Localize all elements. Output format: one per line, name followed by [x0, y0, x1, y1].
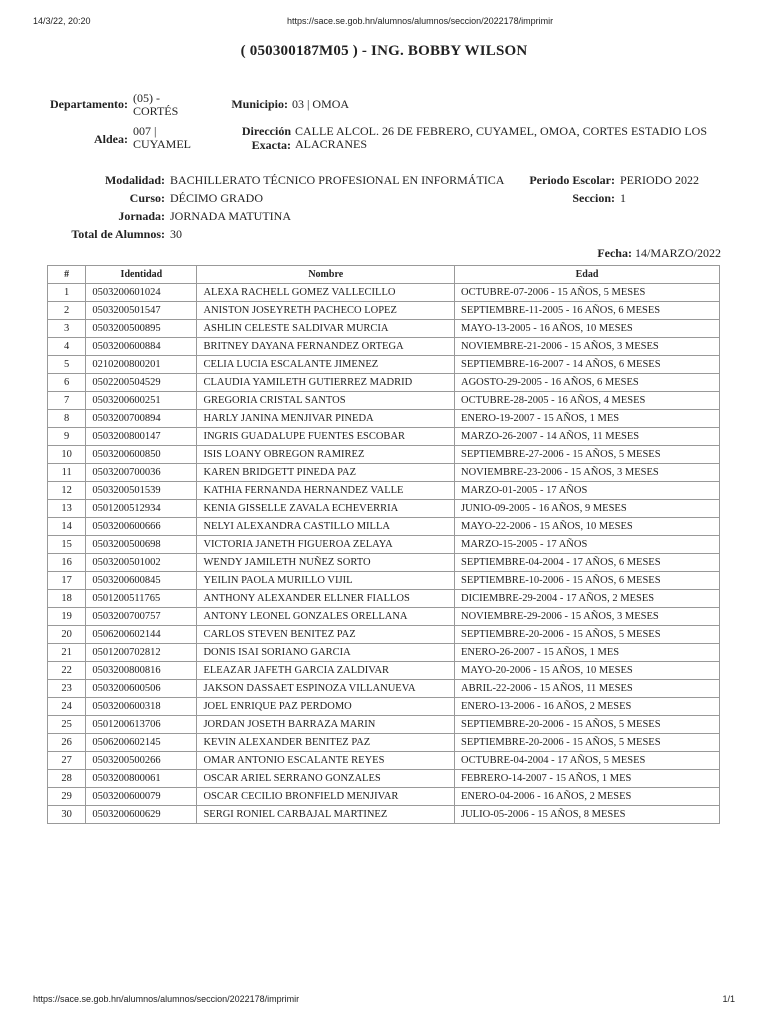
- cell-identidad: 0501200511765: [86, 590, 197, 608]
- cell-identidad: 0210200800201: [86, 356, 197, 374]
- cell-nombre: KEVIN ALEXANDER BENITEZ PAZ: [197, 734, 455, 752]
- total-alumnos-value: 30: [170, 227, 182, 241]
- departamento-label: Departamento:: [50, 97, 128, 111]
- fecha-label: Fecha:: [597, 246, 632, 260]
- header-num: #: [48, 266, 86, 284]
- cell-edad: MARZO-26-2007 - 14 AÑOS, 11 MESES: [455, 428, 720, 446]
- cell-nombre: VICTORIA JANETH FIGUEROA ZELAYA: [197, 536, 455, 554]
- curso-value: DÉCIMO GRADO: [170, 191, 263, 205]
- cell-num: 6: [48, 374, 86, 392]
- cell-identidad: 0503200600884: [86, 338, 197, 356]
- cell-identidad: 0503200501002: [86, 554, 197, 572]
- cell-nombre: JOEL ENRIQUE PAZ PERDOMO: [197, 698, 455, 716]
- municipio-label: Municipio:: [231, 97, 288, 111]
- cell-num: 2: [48, 302, 86, 320]
- cell-num: 9: [48, 428, 86, 446]
- table-row: [48, 716, 720, 734]
- cell-num: 17: [48, 572, 86, 590]
- cell-num: 28: [48, 770, 86, 788]
- cell-identidad: 0501200613706: [86, 716, 197, 734]
- table-row: [48, 464, 720, 482]
- cell-nombre: OMAR ANTONIO ESCALANTE REYES: [197, 752, 455, 770]
- cell-edad: SEPTIEMBRE-27-2006 - 15 AÑOS, 5 MESES: [455, 446, 720, 464]
- cell-num: 15: [48, 536, 86, 554]
- cell-num: 5: [48, 356, 86, 374]
- cell-edad: NOVIEMBRE-23-2006 - 15 AÑOS, 3 MESES: [455, 464, 720, 482]
- table-row: [48, 572, 720, 590]
- print-header: [33, 16, 735, 30]
- cell-nombre: GREGORIA CRISTAL SANTOS: [197, 392, 455, 410]
- cell-nombre: ANISTON JOSEYRETH PACHECO LOPEZ: [197, 302, 455, 320]
- cell-num: 26: [48, 734, 86, 752]
- cell-identidad: 0503200800816: [86, 662, 197, 680]
- print-footer: [33, 994, 735, 1008]
- cell-nombre: ANTONY LEONEL GONZALES ORELLANA: [197, 608, 455, 626]
- cell-nombre: WENDY JAMILETH NUÑEZ SORTO: [197, 554, 455, 572]
- cell-nombre: KAREN BRIDGETT PINEDA PAZ: [197, 464, 455, 482]
- cell-edad: MARZO-01-2005 - 17 AÑOS: [455, 482, 720, 500]
- cell-identidad: 0501200702812: [86, 644, 197, 662]
- cell-nombre: ISIS LOANY OBREGON RAMIREZ: [197, 446, 455, 464]
- print-url: https://sace.se.gob.hn/alumnos/alumnos/seccion/2022178/imprimir: [287, 16, 554, 26]
- cell-num: 29: [48, 788, 86, 806]
- table-row: [48, 392, 720, 410]
- cell-edad: SEPTIEMBRE-20-2006 - 15 AÑOS, 5 MESES: [455, 626, 720, 644]
- cell-edad: MAYO-20-2006 - 15 AÑOS, 10 MESES: [455, 662, 720, 680]
- cell-num: 16: [48, 554, 86, 572]
- table-row: [48, 410, 720, 428]
- table-row: [48, 338, 720, 356]
- cell-nombre: SERGI RONIEL CARBAJAL MARTINEZ: [197, 806, 455, 824]
- modalidad-value: BACHILLERATO TÉCNICO PROFESIONAL EN INFORMÁTICA: [170, 173, 505, 187]
- footer-url: https://sace.se.gob.hn/alumnos/alumnos/seccion/2022178/imprimir: [33, 994, 300, 1004]
- cell-identidad: 0503200700757: [86, 608, 197, 626]
- table-row: [48, 590, 720, 608]
- periodo-value: PERIODO 2022: [620, 173, 700, 187]
- cell-edad: JUNIO-09-2005 - 16 AÑOS, 9 MESES: [455, 500, 720, 518]
- cell-edad: NOVIEMBRE-29-2006 - 15 AÑOS, 3 MESES: [455, 608, 720, 626]
- cell-edad: DICIEMBRE-29-2004 - 17 AÑOS, 2 MESES: [455, 590, 720, 608]
- cell-edad: NOVIEMBRE-21-2006 - 15 AÑOS, 3 MESES: [455, 338, 720, 356]
- table-row: [48, 770, 720, 788]
- table-row: [48, 680, 720, 698]
- cell-nombre: ALEXA RACHELL GOMEZ VALLECILLO: [197, 284, 455, 302]
- page-title: ( 050300187M05 ) - ING. BOBBY WILSON: [240, 43, 528, 59]
- table-row: [48, 536, 720, 554]
- cell-identidad: 0503200501547: [86, 302, 197, 320]
- cell-edad: MAYO-13-2005 - 16 AÑOS, 10 MESES: [455, 320, 720, 338]
- jornada-value: JORNADA MATUTINA: [170, 209, 292, 223]
- cell-identidad: 0503200601024: [86, 284, 197, 302]
- table-row: [48, 698, 720, 716]
- table-row: [48, 356, 720, 374]
- table-row: [48, 428, 720, 446]
- cell-nombre: HARLY JANINA MENJIVAR PINEDA: [197, 410, 455, 428]
- cell-identidad: 0503200600506: [86, 680, 197, 698]
- cell-nombre: ANTHONY ALEXANDER ELLNER FIALLOS: [197, 590, 455, 608]
- cell-nombre: YEILIN PAOLA MURILLO VIJIL: [197, 572, 455, 590]
- table-header-row: [48, 266, 720, 284]
- cell-identidad: 0503200500266: [86, 752, 197, 770]
- table-row: [48, 320, 720, 338]
- cell-nombre: KENIA GISSELLE ZAVALA ECHEVERRIA: [197, 500, 455, 518]
- direccion-label: Dirección: [241, 124, 291, 138]
- cell-identidad: 0503200600318: [86, 698, 197, 716]
- cell-num: 22: [48, 662, 86, 680]
- cell-identidad: 0503200500698: [86, 536, 197, 554]
- table-row: [48, 500, 720, 518]
- cell-num: 30: [48, 806, 86, 824]
- header-edad: Edad: [455, 266, 720, 284]
- cell-identidad: 0503200600079: [86, 788, 197, 806]
- seccion-value: 1: [620, 191, 626, 205]
- municipio-value: 03 | OMOA: [292, 97, 350, 111]
- table-row: [48, 302, 720, 320]
- jornada-label: Jornada:: [118, 209, 165, 223]
- aldea-value: 007 | CUYAMEL: [133, 124, 192, 151]
- cell-edad: JULIO-05-2006 - 15 AÑOS, 8 MESES: [455, 806, 720, 824]
- cell-identidad: 0503200600251: [86, 392, 197, 410]
- cell-num: 21: [48, 644, 86, 662]
- cell-nombre: CLAUDIA YAMILETH GUTIERREZ MADRID: [197, 374, 455, 392]
- table-row: [48, 608, 720, 626]
- cell-num: 25: [48, 716, 86, 734]
- table-row: [48, 518, 720, 536]
- cell-nombre: NELYI ALEXANDRA CASTILLO MILLA: [197, 518, 455, 536]
- cell-edad: ENERO-13-2006 - 16 AÑOS, 2 MESES: [455, 698, 720, 716]
- cell-edad: ENERO-04-2006 - 16 AÑOS, 2 MESES: [455, 788, 720, 806]
- cell-num: 13: [48, 500, 86, 518]
- cell-edad: OCTUBRE-28-2005 - 16 AÑOS, 4 MESES: [455, 392, 720, 410]
- cell-num: 14: [48, 518, 86, 536]
- cell-num: 20: [48, 626, 86, 644]
- table-row: [48, 482, 720, 500]
- cell-identidad: 0506200602144: [86, 626, 197, 644]
- curso-label: Curso:: [129, 191, 165, 205]
- page-number: 1/1: [722, 994, 735, 1004]
- fecha: [597, 246, 721, 261]
- cell-edad: SEPTIEMBRE-20-2006 - 15 AÑOS, 5 MESES: [455, 716, 720, 734]
- cell-num: 12: [48, 482, 86, 500]
- cell-edad: SEPTIEMBRE-10-2006 - 15 AÑOS, 6 MESES: [455, 572, 720, 590]
- cell-num: 1: [48, 284, 86, 302]
- cell-identidad: 0503200600629: [86, 806, 197, 824]
- cell-num: 3: [48, 320, 86, 338]
- cell-identidad: 0503200600850: [86, 446, 197, 464]
- cell-num: 27: [48, 752, 86, 770]
- table-row: [48, 806, 720, 824]
- cell-edad: ABRIL-22-2006 - 15 AÑOS, 11 MESES: [455, 680, 720, 698]
- direccion-value: CALLE ALCOL. 26 DE FEBRERO, CUYAMEL, OMOA, CORTES ESTADIO LOS ALACRANES: [295, 124, 707, 151]
- cell-identidad: 0503200800061: [86, 770, 197, 788]
- cell-nombre: ASHLIN CELESTE SALDIVAR MURCIA: [197, 320, 455, 338]
- cell-nombre: OSCAR CECILIO BRONFIELD MENJIVAR: [197, 788, 455, 806]
- modalidad-label: Modalidad:: [104, 173, 165, 187]
- cell-num: 23: [48, 680, 86, 698]
- cell-nombre: OSCAR ARIEL SERRANO GONZALES: [197, 770, 455, 788]
- students-table: [47, 265, 720, 824]
- table-row: [48, 626, 720, 644]
- cell-num: 19: [48, 608, 86, 626]
- departamento-value: (05) - CORTÉS: [133, 91, 179, 118]
- table-row: [48, 554, 720, 572]
- cell-nombre: ELEAZAR JAFETH GARCIA ZALDIVAR: [197, 662, 455, 680]
- header-nombre: Nombre: [197, 266, 455, 284]
- cell-nombre: CARLOS STEVEN BENITEZ PAZ: [197, 626, 455, 644]
- table-row: [48, 788, 720, 806]
- cell-num: 8: [48, 410, 86, 428]
- cell-edad: SEPTIEMBRE-11-2005 - 16 AÑOS, 6 MESES: [455, 302, 720, 320]
- cell-identidad: 0503200600845: [86, 572, 197, 590]
- cell-identidad: 0503200600666: [86, 518, 197, 536]
- table-row: [48, 662, 720, 680]
- table-row: [48, 374, 720, 392]
- cell-edad: FEBRERO-14-2007 - 15 AÑOS, 1 MES: [455, 770, 720, 788]
- cell-edad: MAYO-22-2006 - 15 AÑOS, 10 MESES: [455, 518, 720, 536]
- cell-nombre: CELIA LUCIA ESCALANTE JIMENEZ: [197, 356, 455, 374]
- cell-num: 24: [48, 698, 86, 716]
- cell-edad: OCTUBRE-07-2006 - 15 AÑOS, 5 MESES: [455, 284, 720, 302]
- cell-identidad: 0502200504529: [86, 374, 197, 392]
- header-identidad: Identidad: [86, 266, 197, 284]
- cell-nombre: JAKSON DASSAET ESPINOZA VILLANUEVA: [197, 680, 455, 698]
- cell-nombre: BRITNEY DAYANA FERNANDEZ ORTEGA: [197, 338, 455, 356]
- cell-nombre: JORDAN JOSETH BARRAZA MARIN: [197, 716, 455, 734]
- cell-edad: ENERO-26-2007 - 15 AÑOS, 1 MES: [455, 644, 720, 662]
- table-row: [48, 446, 720, 464]
- cell-edad: MARZO-15-2005 - 17 AÑOS: [455, 536, 720, 554]
- fecha-value: 14/MARZO/2022: [634, 246, 721, 260]
- cell-identidad: 0506200602145: [86, 734, 197, 752]
- aldea-label: Aldea:: [94, 132, 128, 146]
- cell-edad: AGOSTO-29-2005 - 16 AÑOS, 6 MESES: [455, 374, 720, 392]
- cell-identidad: 0503200500895: [86, 320, 197, 338]
- cell-identidad: 0503200700036: [86, 464, 197, 482]
- table-body: [48, 284, 720, 824]
- table-row: [48, 734, 720, 752]
- cell-edad: SEPTIEMBRE-16-2007 - 14 AÑOS, 6 MESES: [455, 356, 720, 374]
- cell-edad: OCTUBRE-04-2004 - 17 AÑOS, 5 MESES: [455, 752, 720, 770]
- cell-nombre: INGRIS GUADALUPE FUENTES ESCOBAR: [197, 428, 455, 446]
- cell-edad: ENERO-19-2007 - 15 AÑOS, 1 MES: [455, 410, 720, 428]
- table-row: [48, 284, 720, 302]
- cell-identidad: 0503200700894: [86, 410, 197, 428]
- print-datetime: 14/3/22, 20:20: [33, 16, 91, 26]
- table-row: [48, 644, 720, 662]
- total-alumnos-label: Total de Alumnos:: [71, 227, 165, 241]
- cell-identidad: 0503200501539: [86, 482, 197, 500]
- cell-num: 7: [48, 392, 86, 410]
- cell-num: 11: [48, 464, 86, 482]
- seccion-label: Seccion:: [572, 191, 615, 205]
- cell-nombre: KATHIA FERNANDA HERNANDEZ VALLE: [197, 482, 455, 500]
- cell-edad: SEPTIEMBRE-04-2004 - 17 AÑOS, 6 MESES: [455, 554, 720, 572]
- exacta-label: Exacta:: [251, 138, 291, 152]
- cell-identidad: 0501200512934: [86, 500, 197, 518]
- periodo-label: Periodo Escolar:: [529, 173, 615, 187]
- cell-edad: SEPTIEMBRE-20-2006 - 15 AÑOS, 5 MESES: [455, 734, 720, 752]
- cell-nombre: DONIS ISAI SORIANO GARCIA: [197, 644, 455, 662]
- cell-num: 18: [48, 590, 86, 608]
- cell-num: 4: [48, 338, 86, 356]
- table-row: [48, 752, 720, 770]
- cell-num: 10: [48, 446, 86, 464]
- cell-identidad: 0503200800147: [86, 428, 197, 446]
